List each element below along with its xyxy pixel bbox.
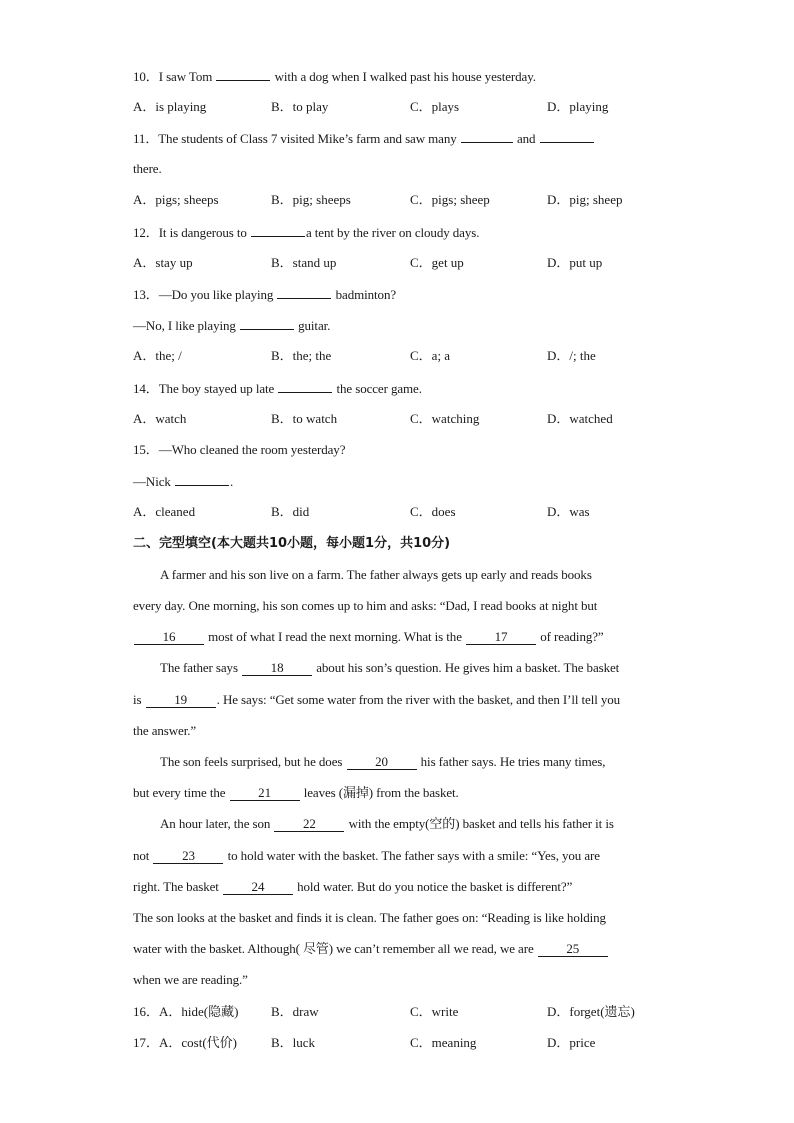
blank-22: 22	[274, 816, 344, 832]
question-14-option-a[interactable]: A．watch	[133, 411, 187, 426]
question-12-option-a[interactable]: A．stay up	[133, 255, 193, 270]
question-12-option-b[interactable]: B．stand up	[271, 255, 337, 270]
question-17-option-b[interactable]: B．luck	[271, 1035, 316, 1050]
blank-18: 18	[242, 660, 312, 676]
question-14-stem: 14．The boy stayed up late the soccer game.	[133, 381, 422, 396]
passage-line: The son looks at the basket and finds it is clean. The father goes on: “Reading is like holding	[133, 910, 606, 925]
question-17-option-d[interactable]: D．price	[547, 1035, 596, 1050]
answer-blank	[175, 472, 229, 486]
passage-line: The son feels surprised, but he does 20 his father says. He tries many times,	[160, 754, 606, 769]
passage-line: A farmer and his son live on a farm. The father always gets up early and reads books	[160, 567, 592, 582]
blank-17: 17	[466, 629, 536, 645]
question-17-option-a[interactable]: 17．A．cost(代价)	[133, 1035, 237, 1050]
answer-blank	[461, 129, 513, 143]
question-14-option-b[interactable]: B．to watch	[271, 411, 338, 426]
question-13-option-a[interactable]: A．the; /	[133, 348, 182, 363]
question-12-option-c[interactable]: C．get up	[410, 255, 464, 270]
question-16-option-b[interactable]: B．draw	[271, 1004, 319, 1019]
blank-16: 16	[134, 629, 204, 645]
question-11-option-b[interactable]: B．pig; sheeps	[271, 192, 351, 207]
answer-blank	[251, 223, 305, 237]
passage-line: but every time the 21 leaves (漏掉) from the basket.	[133, 785, 459, 800]
question-15-option-c[interactable]: C．does	[410, 504, 456, 519]
question-15-line-1: 15．—Who cleaned the room yesterday?	[133, 442, 346, 457]
answer-blank	[278, 379, 332, 393]
question-14-option-d[interactable]: D．watched	[547, 411, 613, 426]
passage-line: is 19 . He says: “Get some water from the river with the basket, and then I’ll tell you	[133, 692, 621, 707]
blank-25: 25	[538, 941, 608, 957]
passage-line: when we are reading.”	[133, 972, 248, 987]
question-12-option-d[interactable]: D．put up	[547, 255, 603, 270]
answer-blank	[540, 129, 594, 143]
blank-21: 21	[230, 785, 300, 801]
question-11-stem-continued: there.	[133, 161, 162, 176]
question-13-option-d[interactable]: D．/; the	[547, 348, 596, 363]
blank-19: 19	[146, 692, 216, 708]
question-15-option-d[interactable]: D．was	[547, 504, 590, 519]
passage-line: not 23 to hold water with the basket. The father says with a smile: “Yes, you are	[133, 848, 600, 863]
passage-line: The father says 18 about his son’s question. He gives him a basket. The basket	[160, 660, 620, 675]
question-13-line-2: —No, I like playing guitar.	[133, 318, 331, 333]
question-15-option-a[interactable]: A．cleaned	[133, 504, 196, 519]
question-16-option-c[interactable]: C．write	[410, 1004, 459, 1019]
answer-blank	[277, 285, 331, 299]
passage-line: the answer.”	[133, 723, 197, 738]
question-12-stem: 12．It is dangerous to a tent by the river on cloudy days.	[133, 225, 480, 240]
passage-line: 16 most of what I read the next morning. What is the 17 of reading?”	[133, 628, 662, 646]
answer-blank	[216, 67, 270, 81]
question-13-option-b[interactable]: B．the; the	[271, 348, 332, 363]
question-10-stem: 10．I saw Tom with a dog when I walked past his house yesterday.	[133, 69, 536, 84]
question-13-line-1: 13．—Do you like playing badminton?	[133, 287, 397, 302]
question-10-option-c[interactable]: C．plays	[410, 99, 460, 114]
question-11-option-d[interactable]: D．pig; sheep	[547, 192, 623, 207]
question-11-option-c[interactable]: C．pigs; sheep	[410, 192, 490, 207]
question-15-line-2: —Nick .	[133, 474, 234, 489]
question-10-option-d[interactable]: D．playing	[547, 99, 609, 114]
question-17-option-c[interactable]: C．meaning	[410, 1035, 477, 1050]
passage-line: water with the basket. Although( 尽管) we can’t remember all we read, we are 25	[133, 940, 662, 958]
passage-line: every day. One morning, his son comes up to him and asks: “Dad, I read books at night but	[133, 598, 598, 613]
question-15-option-b[interactable]: B．did	[271, 504, 310, 519]
question-11-stem: 11．The students of Class 7 visited Mike’s farm and saw many and	[133, 129, 662, 148]
passage-line: An hour later, the son 22 with the empty(空的) basket and tells his father it is	[160, 816, 614, 831]
blank-24: 24	[223, 879, 293, 895]
section-2-heading: 二、完型填空(本大题共10小题，每小题1分，共10分)	[133, 536, 451, 551]
answer-blank	[240, 316, 294, 330]
question-16-option-d[interactable]: D．forget(遗忘)	[547, 1004, 635, 1019]
question-14-option-c[interactable]: C．watching	[410, 411, 480, 426]
passage-line: right. The basket 24 hold water. But do you notice the basket is different?”	[133, 879, 573, 894]
question-10-option-a[interactable]: A．is playing	[133, 99, 207, 114]
question-16-option-a[interactable]: 16．A．hide(隐藏)	[133, 1004, 239, 1019]
question-11-option-a[interactable]: A．pigs; sheeps	[133, 192, 219, 207]
blank-20: 20	[347, 754, 417, 770]
question-10-option-b[interactable]: B．to play	[271, 99, 329, 114]
question-13-option-c[interactable]: C．a; a	[410, 348, 451, 363]
blank-23: 23	[153, 848, 223, 864]
